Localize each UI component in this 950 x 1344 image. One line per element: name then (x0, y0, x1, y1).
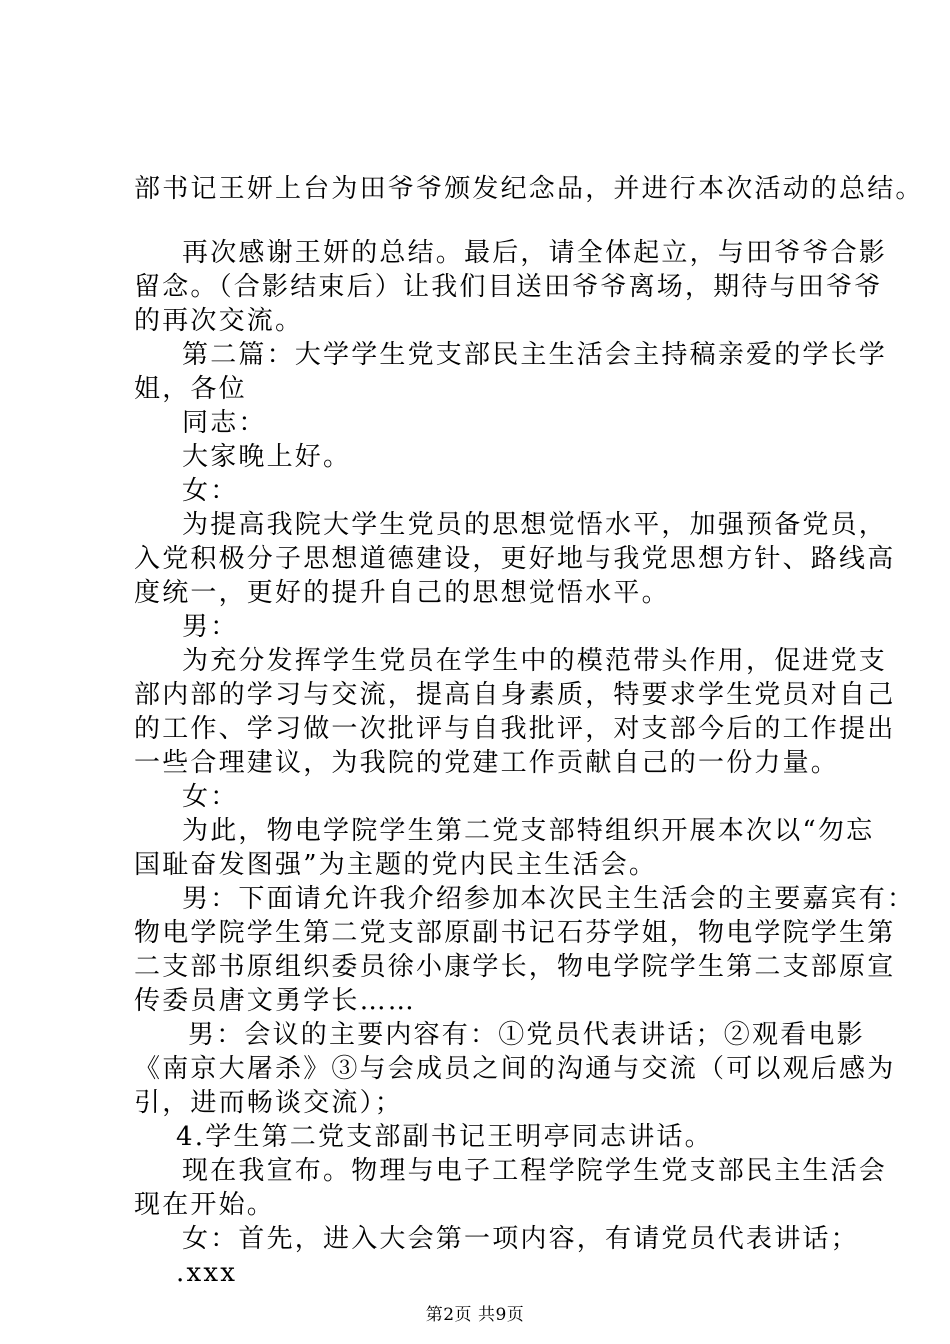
text-line-12: 度统一，更好的提升自己的思想觉悟水平。 (134, 578, 670, 608)
text-line-16: 的工作、学习做一次批评与自我批评，对支部今后的工作提出 (134, 714, 896, 744)
text-line-19: 为此，物电学院学生第二党支部特组织开展本次以“勿忘 (182, 816, 875, 846)
text-line-27: 引，进而畅谈交流）； (134, 1088, 404, 1118)
text-line-25: 男：会议的主要内容有：①党员代表讲话；②观看电影 (188, 1020, 865, 1050)
text-line-10: 为提高我院大学生党员的思想觉悟水平，加强预备党员， (182, 510, 888, 540)
text-line-13: 男： (182, 612, 239, 642)
page-number-footer: 第2页 共9页 (425, 1305, 525, 1325)
text-line-26: 《南京大屠杀》③与会成员之间的沟通与交流（可以观后感为 (134, 1054, 896, 1084)
text-line-4: 的再次交流。 (134, 306, 304, 336)
text-line-22: 物电学院学生第二党支部原副书记石芬学姐，物电学院学生第 (134, 918, 896, 948)
text-line-11: 入党积极分子思想道德建设，更好地与我党思想方针、路线高 (134, 544, 896, 574)
text-line-5: 第二篇：大学学生党支部民主生活会主持稿亲爱的学长学 (182, 340, 888, 370)
text-line-30: 现在开始。 (134, 1190, 276, 1220)
text-line-20: 国耻奋发图强”为主题的党内民主生活会。 (134, 850, 658, 880)
text-line-8: 大家晚上好。 (182, 442, 352, 472)
text-line-3: 留念。（合影结束后）让我们目送田爷爷离场，期待与田爷爷 (134, 272, 883, 302)
text-line-29: 现在我宣布。物理与电子工程学院学生党支部民主生活会 (182, 1156, 888, 1186)
text-line-9: 女： (182, 476, 239, 506)
text-line-24: 传委员唐文勇学长…… (134, 986, 417, 1016)
text-line-14: 为充分发挥学生党员在学生中的模范带头作用，促进党支 (182, 646, 888, 676)
text-line-18: 女： (182, 782, 239, 812)
text-line-23: 二支部书原组织委员徐小康学长，物电学院学生第二支部原宣 (134, 952, 896, 982)
text-line-32: .xxx (176, 1258, 238, 1288)
text-line-21: 男：下面请允许我介绍参加本次民主生活会的主要嘉宾有： (182, 884, 916, 914)
text-line-6: 姐，各位 (134, 374, 247, 404)
text-line-15: 部内部的学习与交流，提高自身素质，特要求学生党员对自己 (134, 680, 896, 710)
text-line-2: 再次感谢王妍的总结。最后，请全体起立，与田爷爷合影 (182, 238, 888, 268)
text-line-1: 部书记王妍上台为田爷爷颁发纪念品，并进行本次活动的总结。 (134, 174, 924, 204)
text-line-28: 4.学生第二党支部副书记王明亭同志讲话。 (176, 1122, 713, 1152)
text-line-7: 同志： (182, 408, 267, 438)
text-line-17: 一些合理建议，为我院的党建工作贡献自己的一份力量。 (134, 748, 840, 778)
text-line-31: 女：首先，进入大会第一项内容，有请党员代表讲话； (182, 1224, 859, 1254)
